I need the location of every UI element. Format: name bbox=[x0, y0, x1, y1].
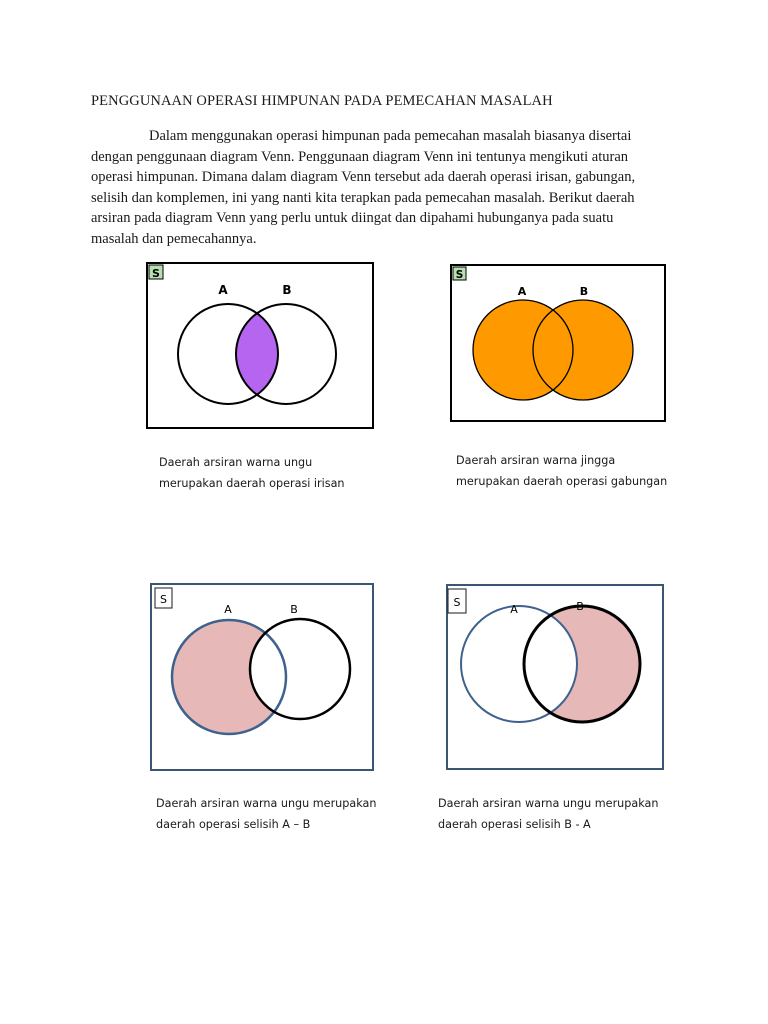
paragraph-line: operasi himpunan. Dimana dalam diagram Venn tersebut ada daerah operasi irisan, gabungan, bbox=[91, 169, 636, 186]
paragraph-line: masalah dan pemecahannya. bbox=[91, 230, 257, 247]
caption-line: Daerah arsiran warna ungu merupakan bbox=[438, 797, 659, 810]
set-b-label: B bbox=[282, 283, 292, 297]
venn-diagram-union bbox=[450, 264, 670, 424]
caption-line: Daerah arsiran warna ungu merupakan bbox=[156, 797, 377, 810]
caption-union bbox=[456, 450, 667, 492]
caption-line: Daerah arsiran warna ungu bbox=[159, 456, 313, 469]
set-a-label: A bbox=[218, 283, 228, 297]
venn-diagram-intersection bbox=[146, 262, 376, 432]
paragraph-line: Dalam menggunakan operasi himpunan pada pemecahan masalah biasanya disertai bbox=[149, 128, 632, 144]
intro-paragraph bbox=[91, 126, 681, 250]
paragraph-line: selisih dan komplemen, ini yang nanti kita terapkan pada pemecahan masalah. Berikut daerah bbox=[91, 189, 635, 206]
caption-line: daerah operasi selisih B - A bbox=[438, 818, 591, 831]
venn-diagram-difference-b-a bbox=[446, 584, 668, 774]
caption-line: daerah operasi selisih A – B bbox=[156, 818, 311, 831]
paragraph-line: arsiran pada diagram Venn yang perlu untuk diingat dan dipahami hubunganya pada suatu bbox=[91, 210, 614, 227]
paragraph-line: dengan penggunaan diagram Venn. Penggunaan diagram Venn ini tentunya mengikuti aturan bbox=[91, 148, 629, 165]
set-a-label: A bbox=[517, 285, 527, 298]
set-b-label: B bbox=[576, 600, 584, 613]
caption-intersection bbox=[159, 452, 345, 494]
set-a-label: A bbox=[510, 603, 518, 616]
venn-diagram-difference-a-b bbox=[150, 583, 376, 773]
caption-line: merupakan daerah operasi gabungan bbox=[456, 475, 668, 488]
set-a-label: A bbox=[224, 603, 232, 616]
universe-label: S bbox=[453, 596, 461, 609]
caption-difference-a-b bbox=[156, 793, 376, 835]
set-b-label: B bbox=[290, 603, 298, 616]
universe-label: S bbox=[152, 267, 160, 280]
caption-difference-b-a bbox=[438, 793, 658, 835]
universe-label: S bbox=[160, 593, 167, 606]
universe-label: S bbox=[455, 269, 464, 281]
caption-line: Daerah arsiran warna jingga bbox=[456, 454, 616, 467]
caption-line: merupakan daerah operasi irisan bbox=[159, 477, 345, 490]
set-b-label: B bbox=[579, 285, 589, 298]
page-title: PENGGUNAAN OPERASI HIMPUNAN PADA PEMECAHAN MASALAH bbox=[91, 93, 553, 109]
